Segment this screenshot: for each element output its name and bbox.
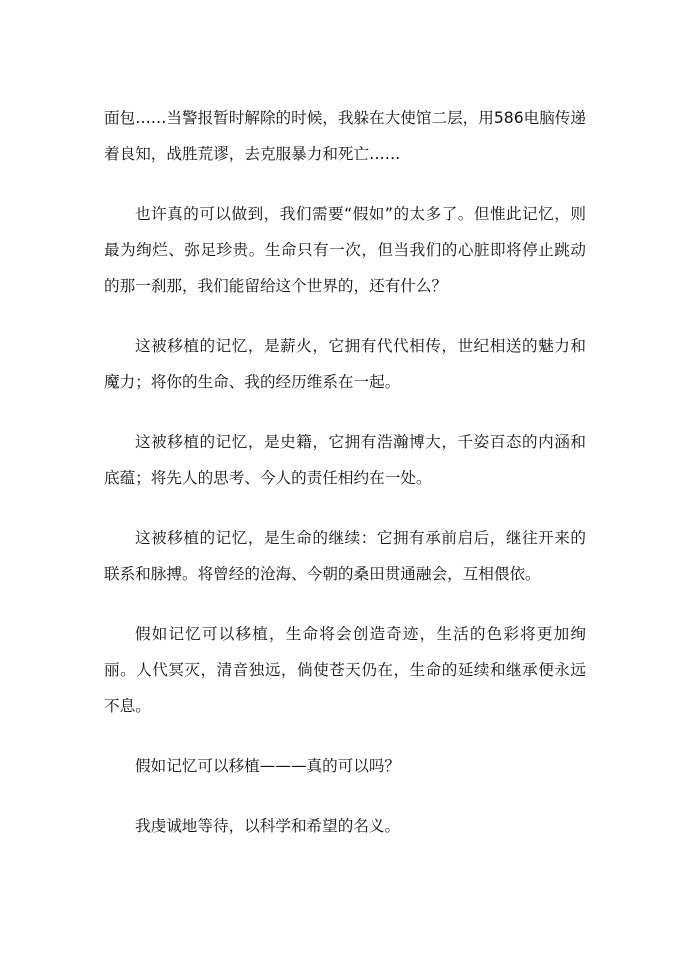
paragraph-7: 假如记忆可以移植———真的可以吗？ bbox=[135, 757, 401, 775]
paragraph-2: 也许真的可以做到，我们需要“假如”的太多了。但惟此记忆，则最为绚烂、弥足珍贵。生命只有一次，但当我们的心脏即将停止跳动的那一刹那，我们能留给这个世界的，还有什么？ bbox=[104, 205, 586, 295]
paragraph-4: 这被移植的记忆，是史籍，它拥有浩瀚博大，千姿百态的内涵和底蕴；将先人的思考、今人的责任相约在一处。 bbox=[104, 433, 586, 487]
paragraph-3: 这被移植的记忆，是薪火，它拥有代代相传，世纪相送的魅力和魔力；将你的生命、我的经历维系在一起。 bbox=[104, 337, 586, 391]
paragraph-1: 面包……当警报暂时解除的时候，我躲在大使馆二层，用586电脑传递着良知，战胜荒谬，去克服暴力和死亡…… bbox=[104, 109, 586, 163]
paragraph-5: 这被移植的记忆，是生命的继续：它拥有承前启后，继往开来的联系和脉搏。将曾经的沧海、今朝的桑田贯通融会，互相偎依。 bbox=[104, 529, 586, 583]
document-page bbox=[104, 100, 586, 868]
paragraph-6: 假如记忆可以移植，生命将会创造奇迹，生活的色彩将更加绚丽。人代冥灭，清音独远，倘使苍天仍在，生命的延续和继承便永远不息。 bbox=[104, 625, 586, 715]
paragraph-8: 我虔诚地等待，以科学和希望的名义。 bbox=[135, 817, 401, 835]
